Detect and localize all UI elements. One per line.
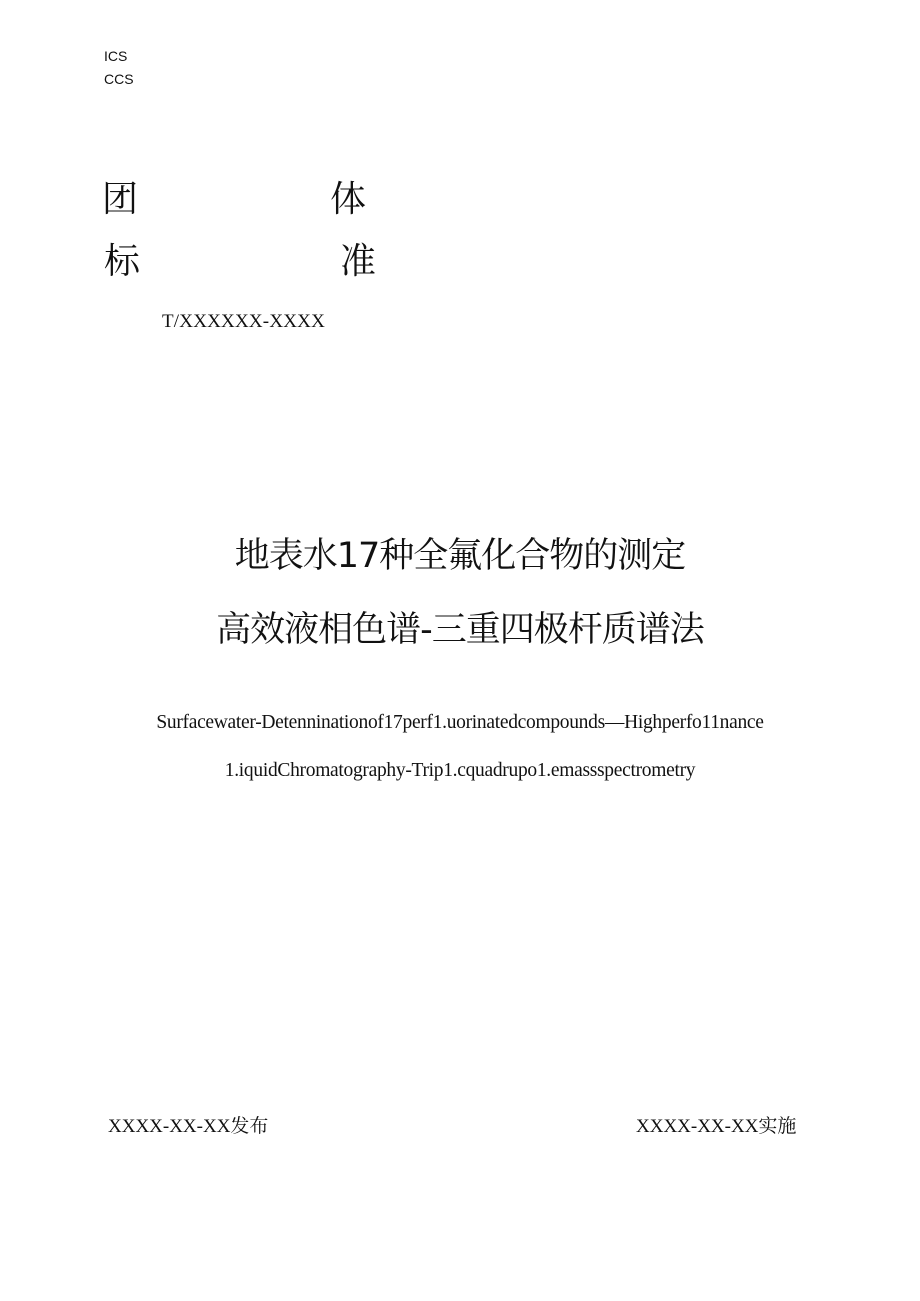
- standard-type-char: 准: [340, 241, 377, 282]
- english-title-line-2: 1.iquidChromatography-Trip1.cquadrupo1.emassspectrometry: [224, 760, 696, 781]
- ccs-label: CCS: [104, 71, 134, 87]
- standard-number: T/XXXXXX-XXXX: [162, 311, 326, 332]
- english-title-line-1: Surfacewater-Detenninationof17perf1.uorinatedcompounds—Highperfo11nance: [156, 712, 764, 733]
- standard-type-char: 体: [330, 179, 367, 220]
- publish-date: XXXX-XX-XX发布: [108, 1116, 269, 1137]
- chinese-title-line-2: 高效液相色谱-三重四极杆质谱法: [216, 610, 704, 650]
- chinese-title-line-1: 地表水17种全氟化合物的测定: [234, 536, 686, 576]
- ics-label: ICS: [104, 48, 128, 64]
- implement-date: XXXX-XX-XX实施: [636, 1116, 797, 1137]
- standard-type-char: 团: [102, 179, 139, 220]
- standard-type-char: 标: [104, 241, 141, 282]
